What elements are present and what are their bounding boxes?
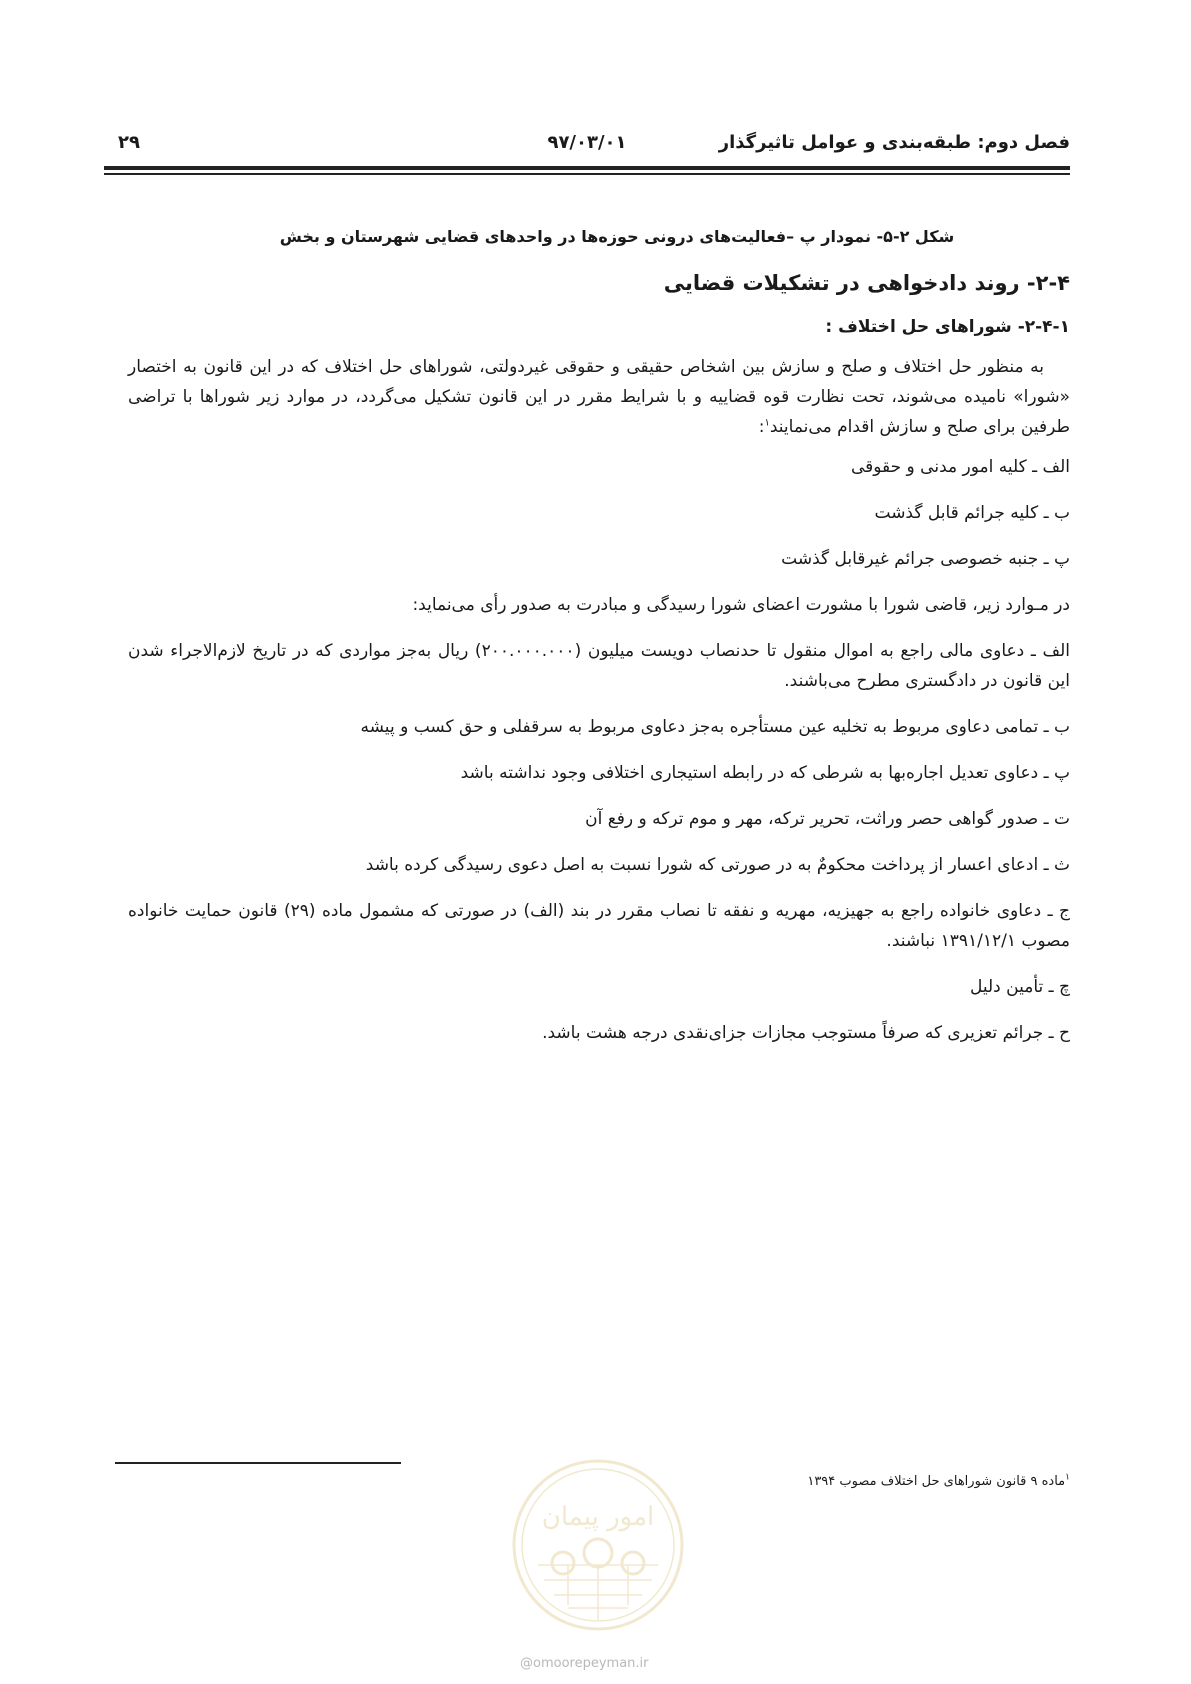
watermark-logo-icon (508, 1455, 688, 1635)
list-item: ب ـ تمامی دعاوی مربوط به تخلیه عین مستأجره به‌جز دعاوی مربوط به سرقفلی و حق کسب و پیشه (360, 717, 1070, 737)
subsection-heading: ۲-۴-۱- شوراهای حل اختلاف : (825, 317, 1070, 337)
section-heading: ۲-۴- روند دادخواهی در تشکیلات قضایی (663, 271, 1070, 295)
list-item: ح ـ جرائم تعزیری که صرفاً مستوجب مجازات جزای‌نقدی درجه هشت باشد. (542, 1023, 1070, 1043)
list-item: پ ـ دعاوی تعدیل اجاره‌بها به شرطی که در رابطه استیجاری اختلافی وجود نداشته باشد (460, 763, 1070, 783)
header-rule-thick (104, 166, 1070, 170)
page-header (104, 132, 1070, 162)
list-item: ت ـ صدور گواهی حصر وراثت، تحریر ترکه، مهر و موم ترکه و رفع آن (585, 809, 1070, 829)
list-item: پ ـ جنبه خصوصی جرائم غیرقابل گذشت (781, 549, 1070, 569)
list-item: ث ـ ادعای اعسار از پرداخت محکومٌ به در صورتی که شورا نسبت به اصل دعوی رسیدگی کرده باشد (365, 855, 1070, 875)
page-body (128, 222, 1070, 1064)
header-date: ۹۷/۰۳/۰۱ (547, 132, 627, 153)
figure-caption: شکل ۲-۵- نمودار پ –فعالیت‌های درونی حوزه‌ها در واحدهای قضایی شهرستان و بخش (279, 227, 955, 246)
list-item: چ ـ تأمین دلیل (969, 977, 1070, 997)
chapter-title: فصل دوم: طبقه‌بندی و عوامل تاثیرگذار (718, 132, 1070, 153)
judge-paragraph: در مـوارد زیر، قاضی شورا با مشورت اعضای شورا رسیدگی و مبادرت به صدور رأی می‌نماید: (412, 595, 1070, 615)
page-number: ۲۹ (118, 132, 140, 153)
intro-paragraph: به منظور حل اختلاف و صلح و سازش بین اشخاص حقیقی و حقوقی غیردولتی، شوراهای حل اختلاف که در این قانون به اختصار «شورا» نامیده می‌شوند، تحت نظارت قوه قضاییه و با شرایط مقرر در این قانون تشکیل می‌گردد، در موارد زیر شوراها با تراضی طرفین برای صلح و سازش اقدام می‌نمایند$^۱$: (128, 357, 1070, 437)
watermark-url: @omoorepeyman.ir (520, 1656, 649, 1671)
footnote-text: ماده ۹ قانون شوراهای حل اختلاف مصوب ۱۳۹۴ (807, 1474, 1066, 1489)
watermark-logo-text: امور پیمان (541, 1502, 655, 1532)
intro-paragraph-text: به منظور حل اختلاف و صلح و سازش بین اشخاص حقیقی و حقوقی غیردولتی، شوراهای حل اختلاف که در این قانون به اختصار «شورا» نامیده می‌شوند، تحت نظارت قوه قضاییه و با شرایط مقرر در این قانون تشکیل می‌گردد، در موارد زیر شوراها با تراضی طرفین برای صلح و سازش اقدام می‌نمایند (128, 357, 1070, 437)
footnote-reference: ۱ (764, 417, 770, 429)
list-item: ج ـ دعاوی خانواده راجع به جهیزیه، مهریه و نفقه تا نصاب مقرر در بند (الف) در صورتی که مشمول ماده (۲۹) قانون حمایت خانواده مصوب ۱۳۹۱/۱۲/۱ نباشند. (128, 901, 1070, 951)
header-rule-thin (104, 173, 1070, 175)
footnote-separator (115, 1462, 401, 1464)
footnote (807, 1474, 1070, 1489)
footnote-marker: ۱ (1065, 1472, 1070, 1483)
list-item: ب ـ کلیه جرائم قابل گذشت (874, 503, 1070, 523)
list-item: الف ـ دعاوی مالی راجع به اموال منقول تا حدنصاب دویست میلیون (۲۰۰.۰۰۰.۰۰۰) ریال به‌جز مواردی که در تاریخ لازم‌الاجراء شدن این قانون در دادگستری مطرح می‌باشند. (128, 641, 1070, 691)
list-item: الف ـ کلیه امور مدنی و حقوقی (850, 457, 1070, 477)
